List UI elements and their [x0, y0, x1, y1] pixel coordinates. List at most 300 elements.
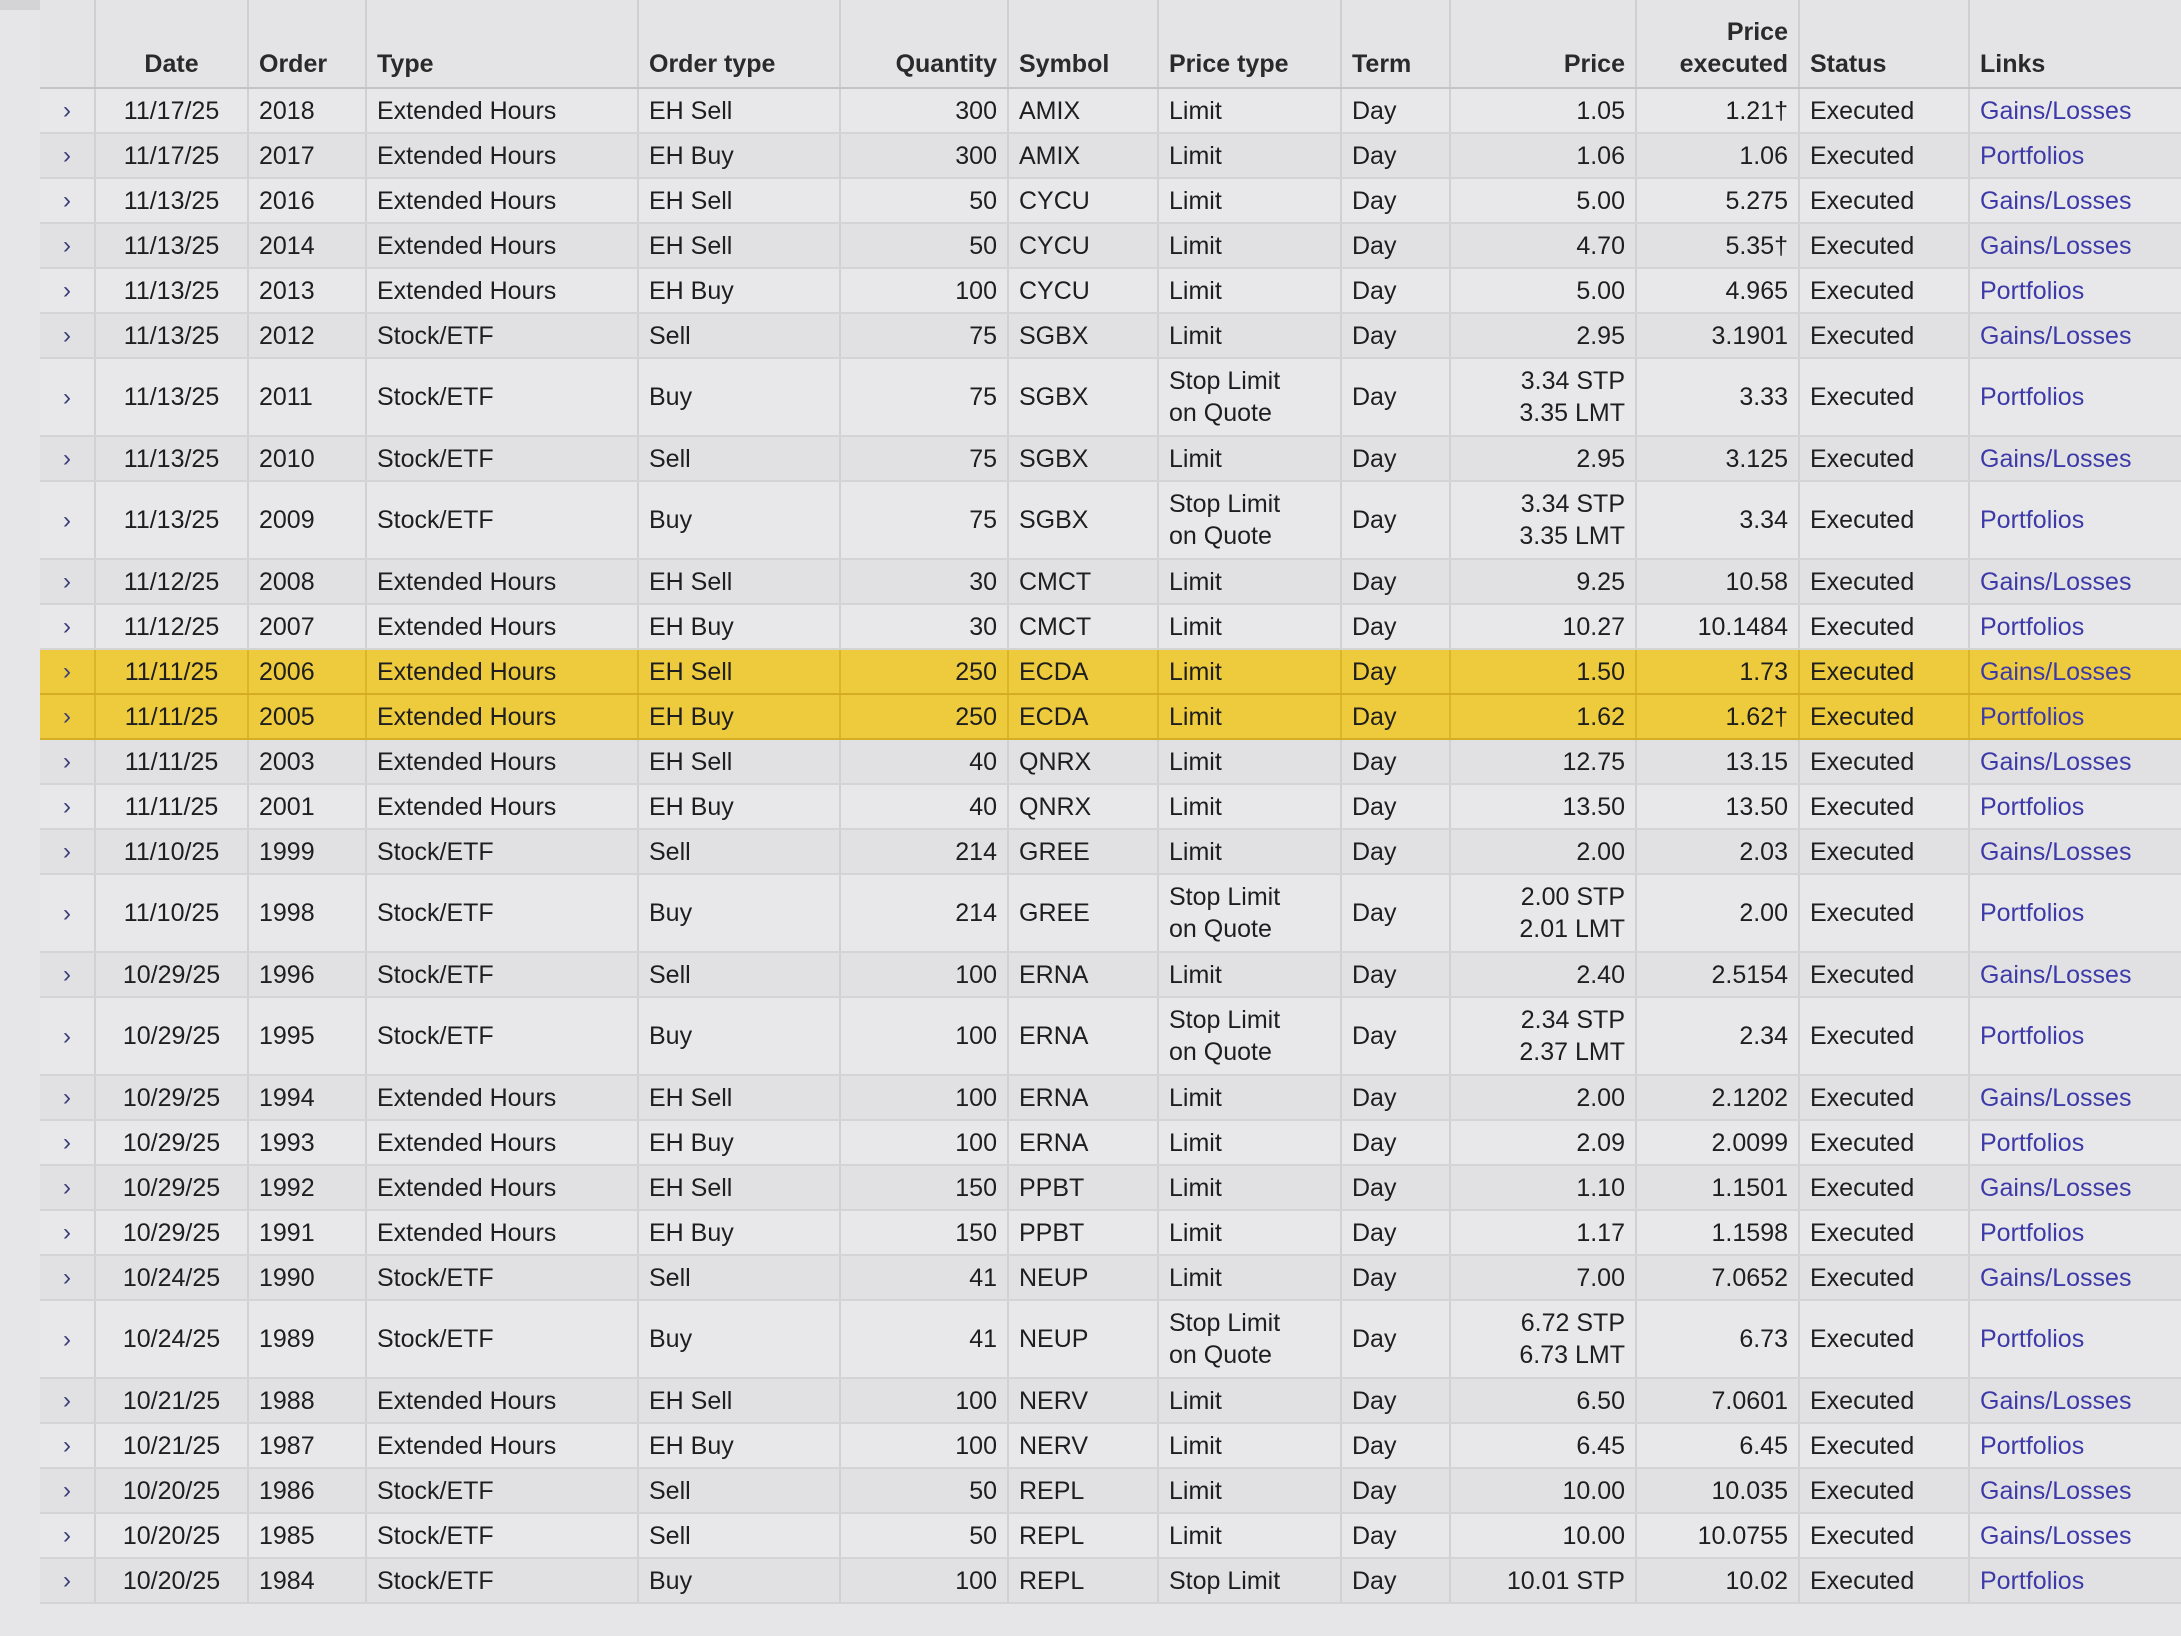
cell-price-executed: 2.5154 [1636, 952, 1799, 997]
cell-price-executed: 5.275 [1636, 178, 1799, 223]
expand-cell[interactable] [40, 436, 95, 481]
cell-type: Extended Hours [366, 1075, 638, 1120]
cell-price: 10.00 [1450, 1468, 1636, 1513]
cell-price-type-text: Stop Limit on Quote [1169, 883, 1281, 943]
cell-symbol: QNRX [1008, 784, 1158, 829]
gains-losses-link[interactable]: Gains/Losses [1980, 96, 2132, 125]
table-row[interactable] [40, 1423, 2181, 1468]
cell-price: 9.25 [1450, 559, 1636, 604]
cell-link [1969, 1120, 2181, 1165]
cell-symbol: QNRX [1008, 739, 1158, 784]
chevron-right-icon[interactable]: › [63, 142, 71, 169]
cell-price-executed: 3.33 [1636, 358, 1799, 436]
cell-date: 10/21/25 [95, 1378, 248, 1423]
cell-price-executed: 10.58 [1636, 559, 1799, 604]
table-row[interactable] [40, 784, 2181, 829]
cell-date: 10/29/25 [95, 1210, 248, 1255]
cell-link [1969, 952, 2181, 997]
expand-cell[interactable] [40, 133, 95, 178]
cell-type: Stock/ETF [366, 1513, 638, 1558]
expand-cell[interactable] [40, 649, 95, 694]
cell-term: Day [1341, 1210, 1450, 1255]
portfolios-link[interactable]: Portfolios [1980, 1022, 2085, 1050]
cell-date: 11/11/25 [95, 694, 248, 739]
cell-term: Day [1341, 874, 1450, 952]
cell-date: 11/10/25 [95, 829, 248, 874]
chevron-right-icon[interactable]: › [63, 1022, 71, 1050]
chevron-right-icon[interactable]: › [63, 1432, 71, 1459]
portfolios-link[interactable]: Portfolios [1980, 792, 2085, 821]
cell-price-text: 2.00 STP 2.01 LMT [1519, 883, 1625, 943]
cell-order-number: 1984 [248, 1558, 366, 1603]
cell-symbol: ERNA [1008, 1120, 1158, 1165]
table-row[interactable] [40, 1255, 2181, 1300]
expand-cell[interactable] [40, 1210, 95, 1255]
expand-cell[interactable] [40, 481, 95, 559]
chevron-right-icon[interactable]: › [63, 445, 71, 472]
cell-order-type: Sell [638, 829, 840, 874]
cell-price: 2.95 [1450, 313, 1636, 358]
portfolios-link[interactable]: Portfolios [1980, 702, 2085, 731]
chevron-right-icon[interactable]: › [63, 1522, 71, 1549]
cell-price-type: Limit [1158, 952, 1341, 997]
table-row[interactable] [40, 1378, 2181, 1423]
chevron-right-icon[interactable]: › [63, 1129, 71, 1156]
cell-price: 2.40 [1450, 952, 1636, 997]
cell-quantity: 41 [840, 1255, 1008, 1300]
gains-losses-link[interactable]: Gains/Losses [1980, 321, 2132, 350]
portfolios-link[interactable]: Portfolios [1980, 141, 2085, 170]
cell-link [1969, 358, 2181, 436]
cell-quantity: 75 [840, 313, 1008, 358]
chevron-right-icon[interactable]: › [63, 703, 71, 730]
chevron-right-icon[interactable]: › [63, 1325, 71, 1353]
chevron-right-icon[interactable]: › [63, 1567, 71, 1594]
table-row[interactable] [40, 739, 2181, 784]
cell-price-executed: 3.1901 [1636, 313, 1799, 358]
expand-cell[interactable] [40, 1378, 95, 1423]
table-row[interactable] [40, 313, 2181, 358]
table-row[interactable] [40, 649, 2181, 694]
portfolios-link[interactable]: Portfolios [1980, 899, 2085, 927]
portfolios-link[interactable]: Portfolios [1980, 383, 2085, 411]
cell-status: Executed [1799, 88, 1969, 133]
cell-quantity: 214 [840, 829, 1008, 874]
expand-cell[interactable] [40, 1165, 95, 1210]
portfolios-link[interactable]: Portfolios [1980, 1566, 2085, 1595]
cell-order-number: 1985 [248, 1513, 366, 1558]
chevron-right-icon[interactable]: › [63, 277, 71, 304]
gains-losses-link[interactable]: Gains/Losses [1980, 1173, 2132, 1202]
cell-symbol: ECDA [1008, 694, 1158, 739]
cell-price-type: Stop Limit [1158, 1558, 1341, 1603]
gains-losses-link[interactable]: Gains/Losses [1980, 1476, 2132, 1505]
chevron-right-icon[interactable]: › [63, 838, 71, 865]
expand-cell[interactable] [40, 1255, 95, 1300]
cell-price-type: Limit [1158, 1423, 1341, 1468]
chevron-right-icon[interactable]: › [63, 1219, 71, 1246]
cell-type: Stock/ETF [366, 313, 638, 358]
cell-date: 10/29/25 [95, 952, 248, 997]
table-header-row [40, 0, 2181, 88]
expand-cell[interactable] [40, 739, 95, 784]
cell-price [1450, 1300, 1636, 1378]
expand-cell[interactable] [40, 1300, 95, 1378]
expand-cell[interactable] [40, 1558, 95, 1603]
table-row[interactable] [40, 223, 2181, 268]
cell-price-executed: 1.62† [1636, 694, 1799, 739]
cell-order-type: EH Sell [638, 1075, 840, 1120]
gains-losses-link[interactable]: Gains/Losses [1980, 567, 2132, 596]
chevron-right-icon[interactable]: › [63, 1084, 71, 1111]
expand-cell[interactable] [40, 88, 95, 133]
cell-order-number: 2010 [248, 436, 366, 481]
cell-price-type: Limit [1158, 604, 1341, 649]
expand-cell[interactable] [40, 1513, 95, 1558]
col-term-header[interactable]: Term [1341, 0, 1450, 88]
col-order-type-header[interactable]: Order type [638, 0, 840, 88]
cell-link [1969, 1255, 2181, 1300]
portfolios-link[interactable]: Portfolios [1980, 1431, 2085, 1460]
cell-link [1969, 1378, 2181, 1423]
cell-price-executed: 1.06 [1636, 133, 1799, 178]
chevron-right-icon[interactable]: › [63, 232, 71, 259]
col-quantity-header[interactable]: Quantity [840, 0, 1008, 88]
cell-date: 10/20/25 [95, 1513, 248, 1558]
cell-price-executed: 2.0099 [1636, 1120, 1799, 1165]
cell-price-type-text: Stop Limit on Quote [1169, 367, 1281, 427]
cell-link [1969, 1423, 2181, 1468]
cell-date: 11/11/25 [95, 649, 248, 694]
cell-term: Day [1341, 1075, 1450, 1120]
cell-symbol: AMIX [1008, 88, 1158, 133]
cell-type: Stock/ETF [366, 436, 638, 481]
table-row[interactable] [40, 268, 2181, 313]
col-price-header[interactable]: Price [1450, 0, 1636, 88]
cell-price-executed: 2.1202 [1636, 1075, 1799, 1120]
chevron-right-icon[interactable]: › [63, 187, 71, 214]
cell-price-executed: 7.0652 [1636, 1255, 1799, 1300]
expand-cell[interactable] [40, 694, 95, 739]
cell-price: 10.00 [1450, 1513, 1636, 1558]
cell-price-executed: 2.03 [1636, 829, 1799, 874]
expand-cell[interactable] [40, 178, 95, 223]
gains-losses-link[interactable]: Gains/Losses [1980, 837, 2132, 866]
cell-price: 4.70 [1450, 223, 1636, 268]
cell-price-executed: 10.0755 [1636, 1513, 1799, 1558]
chevron-right-icon[interactable]: › [63, 97, 71, 124]
table-row[interactable] [40, 604, 2181, 649]
cell-status: Executed [1799, 1468, 1969, 1513]
cell-link [1969, 559, 2181, 604]
cell-symbol: REPL [1008, 1468, 1158, 1513]
cell-link [1969, 1300, 2181, 1378]
chevron-right-icon[interactable]: › [63, 506, 71, 534]
cell-quantity: 300 [840, 88, 1008, 133]
gains-losses-link[interactable]: Gains/Losses [1980, 1386, 2132, 1415]
table-row[interactable] [40, 1558, 2181, 1603]
gains-losses-link[interactable]: Gains/Losses [1980, 1521, 2132, 1550]
cell-price-executed: 1.73 [1636, 649, 1799, 694]
cell-price-type: Limit [1158, 1165, 1341, 1210]
table-row[interactable] [40, 1513, 2181, 1558]
cell-quantity: 75 [840, 358, 1008, 436]
cell-link [1969, 268, 2181, 313]
cell-order-number: 2013 [248, 268, 366, 313]
expand-cell[interactable] [40, 1075, 95, 1120]
expand-cell[interactable] [40, 559, 95, 604]
cell-status: Executed [1799, 1120, 1969, 1165]
cell-term: Day [1341, 1423, 1450, 1468]
portfolios-link[interactable]: Portfolios [1980, 1218, 2085, 1247]
chevron-right-icon[interactable]: › [63, 322, 71, 349]
gains-losses-link[interactable]: Gains/Losses [1980, 1083, 2132, 1112]
cell-link [1969, 1165, 2181, 1210]
cell-type: Extended Hours [366, 1210, 638, 1255]
cell-status: Executed [1799, 1075, 1969, 1120]
table-row[interactable] [40, 694, 2181, 739]
table-row[interactable] [40, 952, 2181, 997]
cell-price-executed: 3.125 [1636, 436, 1799, 481]
expand-cell[interactable] [40, 358, 95, 436]
col-symbol-header[interactable]: Symbol [1008, 0, 1158, 88]
chevron-right-icon[interactable]: › [63, 793, 71, 820]
cell-date: 10/29/25 [95, 1075, 248, 1120]
gains-losses-link[interactable]: Gains/Losses [1980, 747, 2132, 776]
cell-date: 11/13/25 [95, 178, 248, 223]
cell-date: 10/29/25 [95, 1165, 248, 1210]
col-date-header[interactable]: Date [95, 0, 248, 88]
cell-status: Executed [1799, 1210, 1969, 1255]
cell-price [1450, 481, 1636, 559]
cell-link [1969, 481, 2181, 559]
cell-order-number: 1993 [248, 1120, 366, 1165]
expand-cell[interactable] [40, 829, 95, 874]
cell-type: Extended Hours [366, 1120, 638, 1165]
cell-price-type: Limit [1158, 1210, 1341, 1255]
chevron-right-icon[interactable]: › [63, 961, 71, 988]
cell-term: Day [1341, 739, 1450, 784]
table-row[interactable] [40, 1210, 2181, 1255]
chevron-right-icon[interactable]: › [63, 1264, 71, 1291]
cell-symbol: SGBX [1008, 481, 1158, 559]
cell-quantity: 100 [840, 1075, 1008, 1120]
price-executed-label: Price executed [1679, 18, 1788, 78]
expand-cell[interactable] [40, 1468, 95, 1513]
portfolios-link[interactable]: Portfolios [1980, 276, 2085, 305]
cell-price: 6.50 [1450, 1378, 1636, 1423]
col-price-type-header[interactable]: Price type [1158, 0, 1341, 88]
chevron-right-icon[interactable]: › [63, 1387, 71, 1414]
table-row[interactable] [40, 481, 2181, 559]
expand-cell[interactable] [40, 268, 95, 313]
cell-status: Executed [1799, 436, 1969, 481]
col-order-header[interactable]: Order [248, 0, 366, 88]
cell-status: Executed [1799, 268, 1969, 313]
cell-price-text: 6.72 STP 6.73 LMT [1519, 1309, 1625, 1369]
gains-losses-link[interactable]: Gains/Losses [1980, 1263, 2132, 1292]
cell-price-type: Limit [1158, 649, 1341, 694]
expand-cell[interactable] [40, 952, 95, 997]
chevron-right-icon[interactable]: › [63, 1477, 71, 1504]
cell-order-number: 2005 [248, 694, 366, 739]
cell-price-text: 3.34 STP 3.35 LMT [1519, 490, 1625, 550]
cell-price: 5.00 [1450, 178, 1636, 223]
table-row[interactable] [40, 1165, 2181, 1210]
gains-losses-link[interactable]: Gains/Losses [1980, 657, 2132, 686]
table-row[interactable] [40, 1300, 2181, 1378]
table-row[interactable] [40, 133, 2181, 178]
cell-type: Stock/ETF [366, 997, 638, 1075]
cell-date: 10/29/25 [95, 1120, 248, 1165]
cell-order-type: Buy [638, 997, 840, 1075]
table-row[interactable] [40, 436, 2181, 481]
table-row[interactable] [40, 829, 2181, 874]
chevron-right-icon[interactable]: › [63, 1174, 71, 1201]
expand-cell[interactable] [40, 313, 95, 358]
cell-price [1450, 874, 1636, 952]
cell-price [1450, 997, 1636, 1075]
chevron-right-icon[interactable]: › [63, 658, 71, 685]
table-row[interactable] [40, 358, 2181, 436]
portfolios-link[interactable]: Portfolios [1980, 506, 2085, 534]
cell-order-type: EH Buy [638, 1120, 840, 1165]
cell-date: 10/20/25 [95, 1468, 248, 1513]
cell-link [1969, 223, 2181, 268]
cell-status: Executed [1799, 1255, 1969, 1300]
cell-type: Stock/ETF [366, 1300, 638, 1378]
cell-price-executed: 10.035 [1636, 1468, 1799, 1513]
gains-losses-link[interactable]: Gains/Losses [1980, 186, 2132, 215]
cell-symbol: CYCU [1008, 178, 1158, 223]
chevron-right-icon[interactable]: › [63, 568, 71, 595]
cell-price-type-text: Stop Limit on Quote [1169, 490, 1281, 550]
cell-link [1969, 694, 2181, 739]
table-row[interactable] [40, 1120, 2181, 1165]
cell-price-text: 3.34 STP 3.35 LMT [1519, 367, 1625, 427]
table-row[interactable] [40, 559, 2181, 604]
expand-cell[interactable] [40, 1423, 95, 1468]
expand-cell[interactable] [40, 1120, 95, 1165]
table-row[interactable] [40, 88, 2181, 133]
cell-order-number: 1996 [248, 952, 366, 997]
chevron-right-icon[interactable]: › [63, 899, 71, 927]
cell-date: 11/13/25 [95, 223, 248, 268]
cell-link [1969, 829, 2181, 874]
table-row[interactable] [40, 1075, 2181, 1120]
cell-price-executed: 4.965 [1636, 268, 1799, 313]
cell-order-number: 2009 [248, 481, 366, 559]
cell-type: Extended Hours [366, 178, 638, 223]
cell-symbol: PPBT [1008, 1210, 1158, 1255]
cell-quantity: 50 [840, 1468, 1008, 1513]
portfolios-link[interactable]: Portfolios [1980, 1325, 2085, 1353]
col-type-header[interactable]: Type [366, 0, 638, 88]
portfolios-link[interactable]: Portfolios [1980, 612, 2085, 641]
cell-price-executed: 10.02 [1636, 1558, 1799, 1603]
cell-quantity: 41 [840, 1300, 1008, 1378]
cell-price-type: Limit [1158, 784, 1341, 829]
table-row[interactable] [40, 1468, 2181, 1513]
cell-symbol: NEUP [1008, 1255, 1158, 1300]
cell-type: Extended Hours [366, 223, 638, 268]
gains-losses-link[interactable]: Gains/Losses [1980, 960, 2132, 989]
cell-price: 12.75 [1450, 739, 1636, 784]
cell-quantity: 40 [840, 739, 1008, 784]
cell-order-type: EH Buy [638, 604, 840, 649]
gains-losses-link[interactable]: Gains/Losses [1980, 444, 2132, 473]
cell-quantity: 150 [840, 1210, 1008, 1255]
cell-type: Stock/ETF [366, 829, 638, 874]
cell-price: 2.09 [1450, 1120, 1636, 1165]
cell-quantity: 40 [840, 784, 1008, 829]
cell-order-number: 1995 [248, 997, 366, 1075]
cell-link [1969, 1513, 2181, 1558]
cell-type: Extended Hours [366, 559, 638, 604]
cell-price-type: Limit [1158, 223, 1341, 268]
cell-order-number: 2001 [248, 784, 366, 829]
chevron-right-icon[interactable]: › [63, 613, 71, 640]
cell-order-number: 2017 [248, 133, 366, 178]
chevron-right-icon[interactable]: › [63, 383, 71, 411]
cell-order-type: EH Buy [638, 784, 840, 829]
cell-type: Extended Hours [366, 268, 638, 313]
cell-term: Day [1341, 88, 1450, 133]
cell-type: Stock/ETF [366, 481, 638, 559]
expand-cell[interactable] [40, 604, 95, 649]
portfolios-link[interactable]: Portfolios [1980, 1128, 2085, 1157]
table-row[interactable] [40, 874, 2181, 952]
cell-price-executed: 13.15 [1636, 739, 1799, 784]
cell-link [1969, 1468, 2181, 1513]
cell-symbol: SGBX [1008, 436, 1158, 481]
cell-link [1969, 88, 2181, 133]
cell-price: 10.01 STP [1450, 1558, 1636, 1603]
cell-link [1969, 178, 2181, 223]
cell-type: Extended Hours [366, 133, 638, 178]
cell-price: 1.62 [1450, 694, 1636, 739]
cell-link [1969, 874, 2181, 952]
cell-status: Executed [1799, 784, 1969, 829]
cell-order-type: EH Buy [638, 1423, 840, 1468]
expand-cell[interactable] [40, 223, 95, 268]
cell-date: 11/13/25 [95, 481, 248, 559]
cell-symbol: PPBT [1008, 1165, 1158, 1210]
table-row[interactable] [40, 997, 2181, 1075]
cell-type: Stock/ETF [366, 1558, 638, 1603]
cell-term: Day [1341, 481, 1450, 559]
expand-cell[interactable] [40, 784, 95, 829]
expand-cell[interactable] [40, 874, 95, 952]
cell-order-type: EH Sell [638, 1378, 840, 1423]
cell-term: Day [1341, 223, 1450, 268]
col-price-executed-header[interactable] [1636, 0, 1799, 88]
cell-term: Day [1341, 997, 1450, 1075]
cell-order-type: Buy [638, 1558, 840, 1603]
chevron-right-icon[interactable]: › [63, 748, 71, 775]
gains-losses-link[interactable]: Gains/Losses [1980, 231, 2132, 260]
cell-date: 11/11/25 [95, 784, 248, 829]
col-status-header[interactable]: Status [1799, 0, 1969, 88]
cell-term: Day [1341, 1255, 1450, 1300]
cell-price: 13.50 [1450, 784, 1636, 829]
cell-price-type [1158, 481, 1341, 559]
cell-price-type [1158, 997, 1341, 1075]
table-row[interactable] [40, 178, 2181, 223]
expand-cell[interactable] [40, 997, 95, 1075]
cell-type: Extended Hours [366, 784, 638, 829]
cell-price-type [1158, 1300, 1341, 1378]
